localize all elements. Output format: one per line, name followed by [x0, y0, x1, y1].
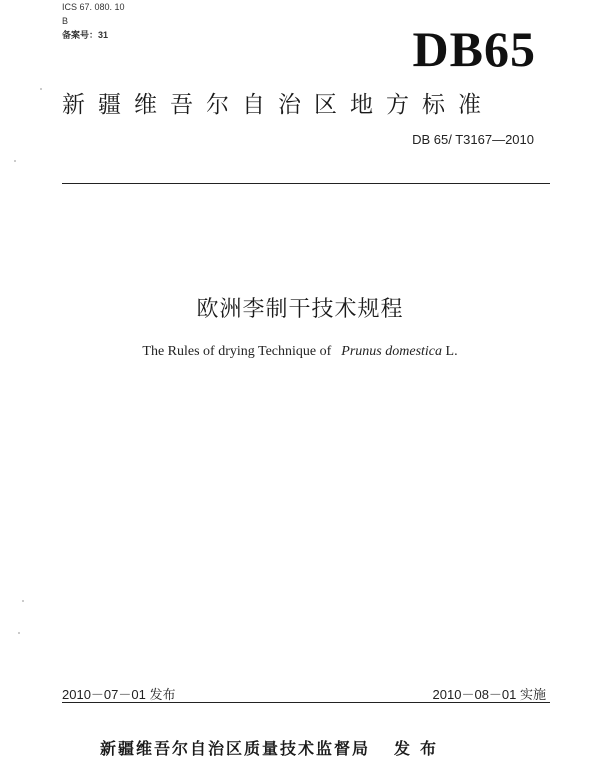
header-divider	[62, 183, 550, 184]
footer-divider	[62, 702, 550, 703]
title-english-authority: L.	[445, 344, 458, 359]
issuer-action: 发布	[394, 739, 447, 758]
issuer-name: 新疆维吾尔自治区质量技术监督局	[100, 739, 371, 758]
title-english-prefix: The Rules of drying Technique of	[142, 344, 332, 359]
document-title-english	[0, 344, 600, 360]
record-number: 备案号：31	[62, 30, 109, 40]
scan-speck	[14, 160, 16, 162]
issue-date: 2010－07－01 发布	[62, 687, 176, 702]
document-title-chinese: 欧洲李制干技术规程	[196, 297, 404, 322]
scan-speck	[18, 632, 20, 634]
issuing-authority	[100, 736, 446, 759]
standard-logo: DB65	[412, 21, 536, 77]
scan-speck	[22, 600, 24, 602]
implementation-date: 2010－08－01 实施	[432, 687, 546, 702]
scan-speck	[40, 88, 42, 90]
standard-category-title: 新疆维吾尔自治区地方标准	[62, 92, 494, 118]
classification-code: B	[62, 16, 69, 26]
standard-number: DB 65/ T3167—2010	[412, 132, 534, 147]
ics-code: ICS 67. 080. 10	[62, 2, 125, 12]
title-english-species: Prunus domestica	[341, 344, 443, 359]
